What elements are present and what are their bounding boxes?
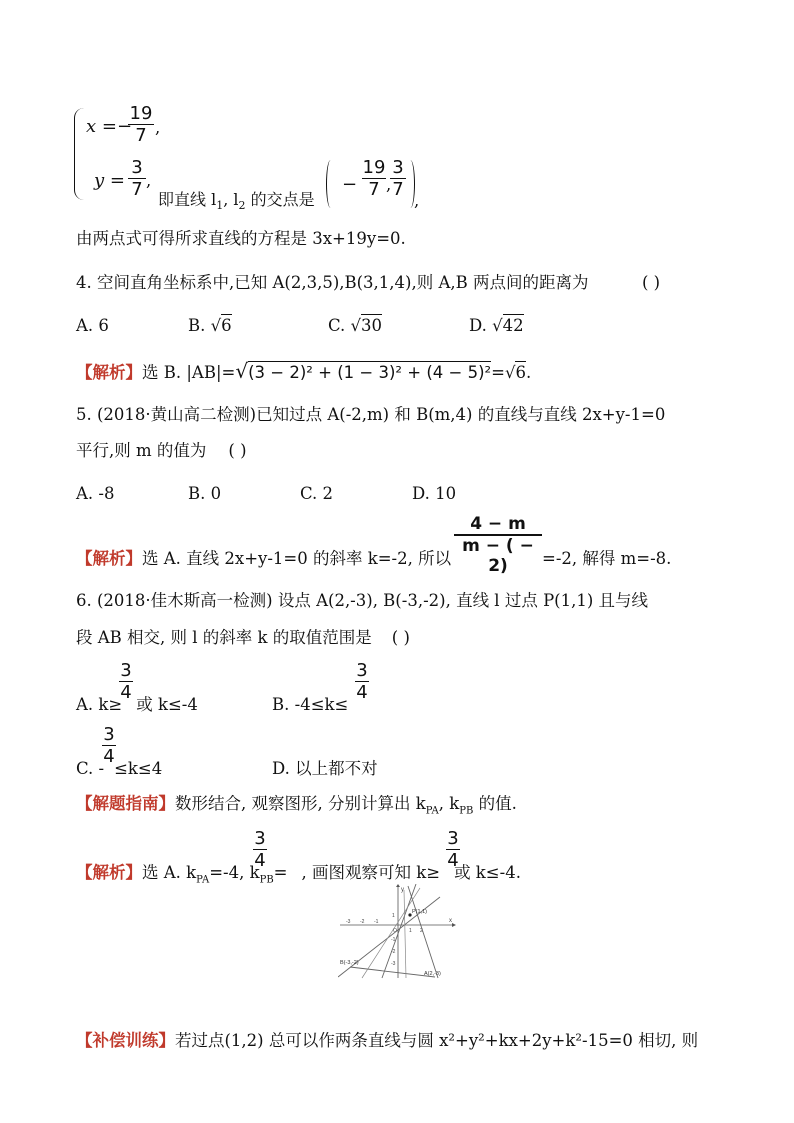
q5-option-b: B. 0 <box>188 484 222 503</box>
slope-range-figure <box>338 884 456 980</box>
point-den-1: 7 <box>362 178 386 200</box>
q5-option-c: C. 2 <box>300 484 334 503</box>
sqrt-icon: √ <box>235 359 249 383</box>
y-equation-comma: , <box>146 171 152 190</box>
sub-pa: PA <box>425 805 439 817</box>
q6-hint-end: 的值. <box>473 794 517 813</box>
q4-analysis-radicand: (3 − 2)² + (1 − 3)² + (4 − 5)² <box>248 363 492 382</box>
analysis-tag: 【解析】 <box>76 549 142 568</box>
sub-2: 2 <box>238 199 246 213</box>
tick-y-label: -1 <box>391 937 396 943</box>
x-fraction-den: 7 <box>128 124 154 146</box>
point-b-label: B(-3,-2) <box>340 960 359 966</box>
x-fraction-num: 19 <box>129 103 153 124</box>
q5-stem-line1: 5. (2018·黄山高二检测)已知过点 A(-2,m) 和 B(m,4) 的直线与直线 2x+y-1=0 <box>76 405 666 424</box>
q6-hint-text: 数形结合, 观察图形, 分别计算出 k <box>175 794 426 813</box>
q6-option-a-fraction <box>119 660 133 703</box>
left-brace <box>74 108 85 200</box>
tick-y-label: 1 <box>392 913 395 919</box>
q5-analysis <box>76 548 451 570</box>
q4-answer-paren: ( ) <box>642 273 661 292</box>
q6-analysis-mid1: =-4, k <box>209 863 260 882</box>
intersect-suffix: 的交点是 <box>245 190 315 209</box>
frac-num: 3 <box>120 660 132 681</box>
q4-option-d-radicand: 42 <box>502 316 524 335</box>
frac-den: 4 <box>120 682 132 703</box>
q6-analysis-end: 或 k≤-4. <box>454 863 521 882</box>
q5-option-a: A. -8 <box>76 484 115 503</box>
q5-analysis-text: 选 A. 直线 2x+y-1=0 的斜率 k=-2, 所以 <box>142 549 452 568</box>
supplement-text: 若过点(1,2) 总可以作两条直线与圆 x²+y²+kx+2y+k²-15=0 相切, 则 <box>175 1031 699 1050</box>
point-fraction-2 <box>390 157 406 200</box>
point-minus: − <box>342 174 358 195</box>
q5-slope-fraction <box>454 514 542 576</box>
hint-tag: 【解题指南】 <box>76 794 175 813</box>
x-axis-label: x <box>449 918 452 924</box>
q4-option-c-radicand: 30 <box>361 316 383 335</box>
frac-den: 4 <box>103 746 115 767</box>
q6-stem2-text: 段 AB 相交, 则 l 的斜率 k 的取值范围是 <box>76 628 372 647</box>
frac-num: 3 <box>103 724 115 745</box>
x-equation-label: x =− <box>86 116 133 137</box>
q6-analysis-fraction-2 <box>446 828 460 871</box>
tick-x-label: -2 <box>360 919 365 925</box>
segment-ab <box>350 967 435 977</box>
point-den-2: 7 <box>390 178 406 200</box>
frac-den: 4 <box>356 682 368 703</box>
q6-analysis-fraction-1 <box>253 828 267 871</box>
frac-den: 4 <box>254 850 266 871</box>
x-fraction <box>128 103 154 146</box>
q6-hint-mid: , k <box>438 794 460 813</box>
y-fraction-den: 7 <box>128 178 146 200</box>
origin-label: O <box>393 928 397 934</box>
sub-pb: PB <box>259 874 274 886</box>
q5-stem-line2 <box>76 440 247 462</box>
tick-y-label: -2 <box>391 949 396 955</box>
tick-x-label: 2 <box>420 928 423 934</box>
q6-option-c <box>76 758 162 780</box>
q6-analysis-mid2: = <box>273 863 288 882</box>
sqrt-icon: √ <box>504 363 516 382</box>
point-tail: , <box>414 191 420 210</box>
q6-option-b-fraction <box>355 660 369 703</box>
frac-num: 3 <box>356 660 368 681</box>
q4-option-c <box>328 315 382 337</box>
y-fraction <box>128 157 146 200</box>
q6-stem-line2 <box>76 627 410 649</box>
q4-analysis-text: 选 B. |AB|= <box>142 363 236 382</box>
sub-pa: PA <box>196 874 210 886</box>
q6-answer-paren: ( ) <box>391 628 410 647</box>
q6-analysis-mid3: , 画图观察可知 k≥ <box>301 863 441 882</box>
q5-answer-paren: ( ) <box>228 441 247 460</box>
x-axis-arrow-icon <box>452 923 456 927</box>
q5-fraction-den: m − ( − 2) <box>454 534 542 576</box>
q5-analysis-tail: =-2, 解得 m=-8. <box>542 549 672 568</box>
q6-option-c-pre: C. - <box>76 759 105 778</box>
q4-option-c-label: C. <box>328 316 351 335</box>
q4-analysis <box>76 360 531 384</box>
q6-option-d: D. 以上都不对 <box>272 759 378 778</box>
q5-stem2-text: 平行,则 m 的值为 <box>76 441 207 460</box>
y-axis-label: y <box>401 887 404 893</box>
intersect-prefix: 即直线 l <box>158 190 217 209</box>
q6-option-c-post: ≤k≤4 <box>114 759 163 778</box>
q4-analysis-end: . <box>525 363 532 382</box>
point-p-label: P(1,1) <box>412 909 427 915</box>
point-num-2: 3 <box>392 157 404 178</box>
point-comma: , <box>386 175 392 194</box>
y-axis-arrow-icon <box>396 884 400 887</box>
q6-option-a-pre: A. k≥ <box>76 695 123 714</box>
q4-analysis-result: 6 <box>515 363 526 382</box>
sqrt-icon: √ <box>492 316 503 335</box>
frac-num: 3 <box>254 828 266 849</box>
supplement-tag: 【补偿训练】 <box>76 1031 175 1050</box>
y-equation-label: y = <box>94 170 125 191</box>
comma-l: , l <box>223 190 239 209</box>
point-a-label: A(2,-3) <box>424 971 441 977</box>
supplement <box>76 1030 698 1052</box>
frac-den: 4 <box>447 850 459 871</box>
q5-option-d: D. 10 <box>412 484 457 503</box>
q6-option-b: B. -4≤k≤ <box>272 695 349 714</box>
sqrt-icon: √ <box>350 316 362 335</box>
sub-1: 1 <box>216 199 224 213</box>
point-fraction-1 <box>362 157 386 200</box>
sub-pb: PB <box>459 805 474 817</box>
y-fraction-num: 3 <box>131 157 143 178</box>
tick-x-label: 1 <box>409 928 412 934</box>
frac-num: 3 <box>447 828 459 849</box>
left-paren <box>326 160 335 208</box>
sqrt-icon: √ <box>210 316 222 335</box>
q5-fraction-num: 4 − m <box>470 514 526 534</box>
tick-x-label: -1 <box>374 919 379 925</box>
point-num-1: 19 <box>362 157 386 178</box>
q4-option-b-radicand: 6 <box>221 316 232 335</box>
tick-y-label: -3 <box>391 961 396 967</box>
q4-option-d <box>469 315 524 337</box>
q6-option-a <box>76 694 198 716</box>
q4-analysis-eq: = <box>491 363 505 382</box>
q6-option-c-fraction <box>102 724 116 767</box>
tick-x-label: -3 <box>346 919 351 925</box>
q6-hint <box>76 793 517 822</box>
q4-stem: 4. 空间直角坐标系中,已知 A(2,3,5),B(3,1,4),则 A,B 两点间的距离为 <box>76 273 589 292</box>
x-equation-comma: , <box>155 118 161 137</box>
q6-analysis-pre: 选 A. k <box>142 863 197 882</box>
line-result: 由两点式可得所求直线的方程是 3x+19y=0. <box>76 229 406 248</box>
q6-stem-line1: 6. (2018·佳木斯高一检测) 设点 A(2,-3), B(-3,-2), 直线 l 过点 P(1,1) 且与线 <box>76 591 649 610</box>
q4-option-a: A. 6 <box>76 316 109 335</box>
line-mid-2 <box>404 890 406 978</box>
analysis-tag: 【解析】 <box>76 363 142 382</box>
q4-option-b-label: B. <box>188 316 211 335</box>
q4-option-d-label: D. <box>469 316 493 335</box>
analysis-tag: 【解析】 <box>76 863 142 882</box>
intersection-text <box>158 189 315 217</box>
q4-option-b <box>188 315 232 337</box>
q6-option-a-post: 或 k≤-4 <box>136 695 198 714</box>
